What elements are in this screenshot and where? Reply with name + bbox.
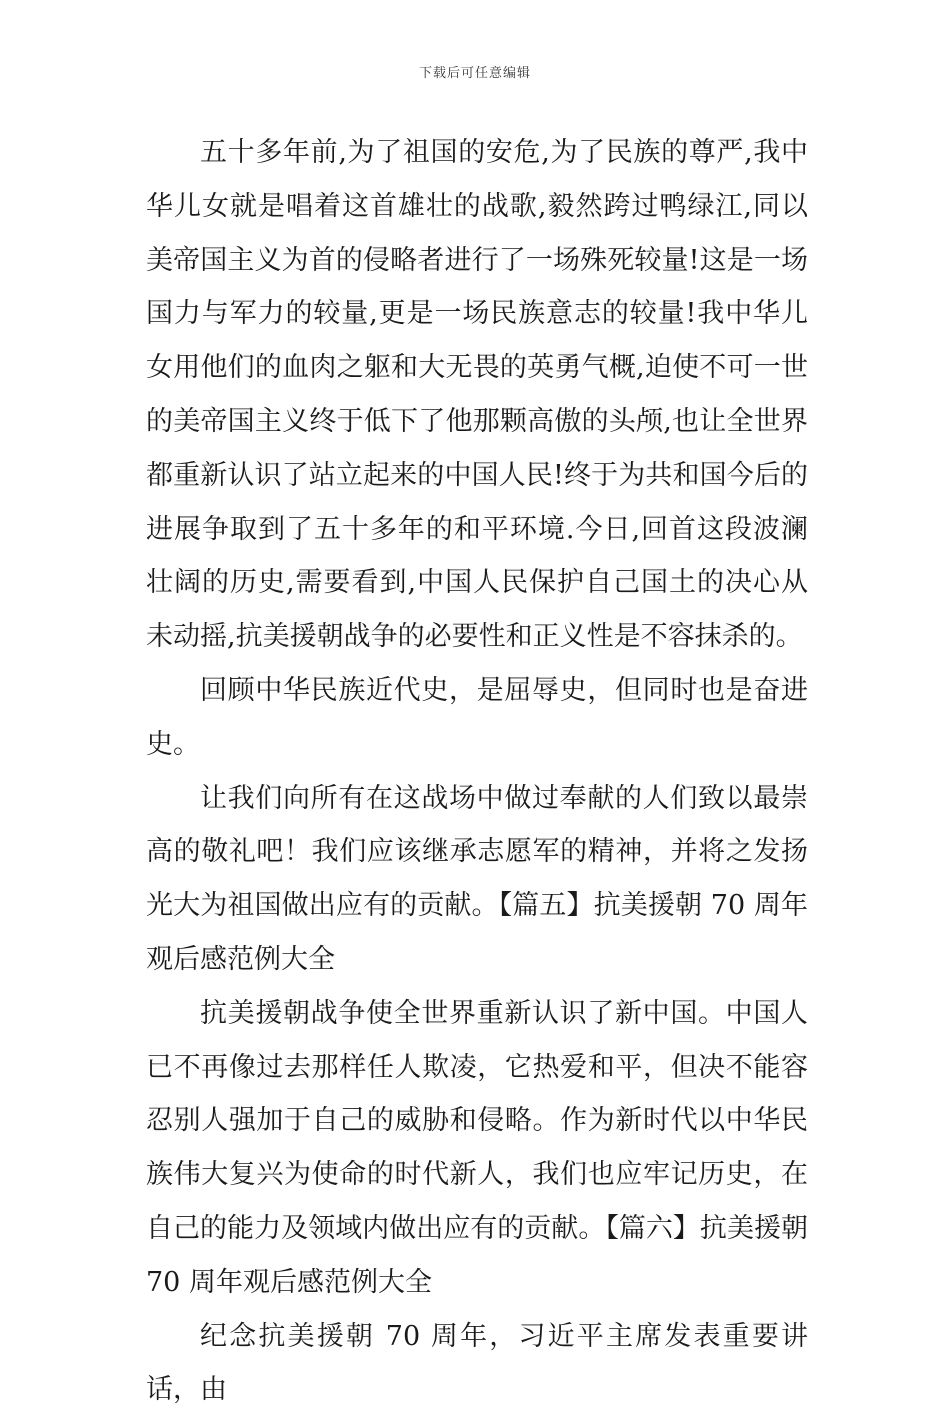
paragraph-2: 回顾中华民族近代史，是屈辱史，但同时也是奋进史。 xyxy=(146,674,808,760)
paragraph-3: 让我们向所有在这战场中做过奉献的人们致以最崇高的敬礼吧！我们应该继承志愿军的精神，并将之发扬光大为祖国做出应有的贡献。【篇五】抗美援朝 70 周年观后感范例大全 xyxy=(146,782,808,975)
document-body xyxy=(146,126,808,1417)
page-header: 下载后可任意编辑 xyxy=(418,66,531,81)
paragraph-4: 抗美援朝战争使全世界重新认识了新中国。中国人已不再像过去那样任人欺凌，它热爱和平，但决不能容忍别人强加于自己的威胁和侵略。作为新时代以中华民族伟大复兴为使命的时代新人，我们也应牢记历史，在自己的能力及领域内做出应有的贡献。【篇六】抗美援朝 70 周年观后感范例大全 xyxy=(146,997,808,1298)
paragraph-1: 五十多年前,为了祖国的安危,为了民族的尊严,我中华儿女就是唱着这首雄壮的战歌,毅然跨过鸭绿江,同以美帝国主义为首的侵略者进行了一场殊死较量!这是一场国力与军力的较量,更是一场民族意志的较量!我中华儿女用他们的血肉之躯和大无畏的英勇气概,迫使不可一世的美帝国主义终于低下了他那颗高傲的头颅,也让全世界都重新认识了站立起来的中国人民!终于为共和国今后的进展争取到了五十多年的和平环境.今日,回首这段波澜壮阔的历史,需要看到,中国人民保护自己国土的决心从未动摇,抗美援朝战争的必要性和正义性是不容抹杀的。 xyxy=(146,137,808,653)
paragraph-5: 纪念抗美援朝 70 周年，习近平主席发表重要讲话，由 xyxy=(146,1320,808,1406)
